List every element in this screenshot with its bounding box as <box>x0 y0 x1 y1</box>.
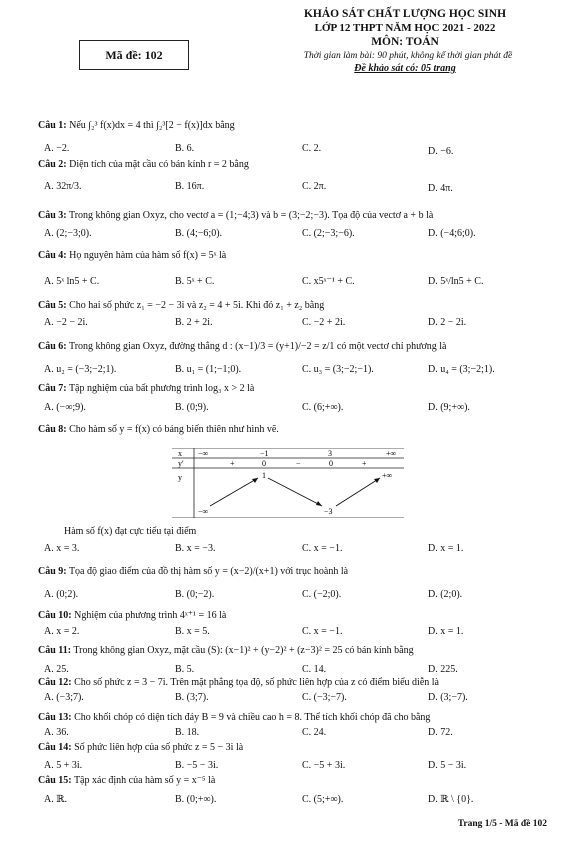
q3-option-b: B. (4;−6;0). <box>175 228 223 239</box>
question-15 <box>38 775 215 787</box>
q8-option-b: B. x = −3. <box>175 543 216 554</box>
q11-option-c: C. 14. <box>302 664 327 675</box>
q13-option-d: D. 72. <box>428 727 453 738</box>
q7-option-c: C. (6;+∞). <box>302 402 344 413</box>
q-text: Trong không gian Oxyz, cho vectơ a = (1;−4;3) và b = (3;−2;−3). Tọa độ của vectơ a + b là <box>68 210 434 221</box>
q-label: Câu 13: <box>38 712 72 723</box>
q-label: Câu 10: <box>38 610 72 621</box>
q12-option-a: A. (−3;7). <box>44 692 84 703</box>
q-text: Trong không gian Oxyz, mặt cầu (S): (x−1)² + (y−2)² + (z−3)² = 25 có bán kính bằng <box>73 645 414 656</box>
arrow-head <box>374 478 380 483</box>
arrow-down <box>268 478 322 506</box>
q3-option-a: A. (2;−3;0). <box>44 228 92 239</box>
q-text: Số phức liên hợp của số phức z = 5 − 3i là <box>74 742 244 753</box>
q9-option-b: B. (0;−2). <box>175 589 215 600</box>
vt-y-label: y <box>178 473 182 482</box>
q1-option-c: C. 2. <box>302 143 322 154</box>
q-label: Câu 7: <box>38 383 67 394</box>
q3-option-d: D. (−4;6;0). <box>428 228 476 239</box>
vt-y-bot-1: −∞ <box>198 507 209 516</box>
q13-option-b: B. 18. <box>175 727 200 738</box>
vt-yp-label: y′ <box>178 459 184 468</box>
q2-option-c: C. 2π. <box>302 181 327 192</box>
q13-option-a: A. 36. <box>44 727 69 738</box>
question-1 <box>38 120 235 132</box>
q15-option-a: A. ℝ. <box>44 794 68 805</box>
title-line-1: KHẢO SÁT CHẤT LƯỢNG HỌC SINH <box>303 8 507 20</box>
vt-y-top-2: +∞ <box>382 471 393 480</box>
q-label: Câu 15: <box>38 775 72 786</box>
question-7 <box>38 383 254 395</box>
q9-option-a: A. (0;2). <box>44 589 79 600</box>
q-text: Diện tích của mặt cầu có bán kính r = 2 bằng <box>69 159 249 170</box>
q-text: Tập xác định của hàm số y = x⁻⁵ là <box>73 775 216 786</box>
q8-option-d: D. x = 1. <box>428 543 464 554</box>
question-5 <box>38 300 324 312</box>
q12-option-c: C. (−3;−7). <box>302 692 347 703</box>
q10-option-c: C. x = −1. <box>302 626 343 637</box>
q-text: Tọa độ giao điểm của đồ thị hàm số y = (x−2)/(x+1) với trục hoành là <box>68 566 349 577</box>
q1-option-b: B. 6. <box>175 143 195 154</box>
vt-sign-2: − <box>296 459 301 468</box>
q14-option-b: B. −5 − 3i. <box>175 760 219 771</box>
q5-option-d: D. 2 − 2i. <box>428 317 467 328</box>
q-label: Câu 3: <box>38 210 67 221</box>
vt-y-bot-2: −3 <box>324 507 333 516</box>
q14-option-a: A. 5 + 3i. <box>44 760 83 771</box>
question-4 <box>38 250 226 262</box>
q-label: Câu 14: <box>38 742 72 753</box>
q12-option-b: B. (3;7). <box>175 692 209 703</box>
q9-option-c: C. (−2;0). <box>302 589 342 600</box>
q-text: Cho hai số phức z₁ = −2 − 3i và z₂ = 4 + 5i. Khi đó z₁ + z₂ bằng <box>69 300 325 311</box>
q11-option-b: B. 5. <box>175 664 195 675</box>
q7-option-d: D. (9;+∞). <box>428 402 470 413</box>
vt-y-top-1: 1 <box>262 471 266 480</box>
question-12 <box>38 677 439 689</box>
q10-option-d: D. x = 1. <box>428 626 464 637</box>
question-11 <box>38 645 414 657</box>
vt-x2: −1 <box>260 449 269 458</box>
q-text: Tập nghiệm của bất phương trình log₃ x > 2 là <box>68 383 255 394</box>
q-text: Cho hàm số y = f(x) có bảng biến thiên như hình vẽ. <box>69 424 279 435</box>
q3-option-c: C. (2;−3;−6). <box>302 228 355 239</box>
question-13 <box>38 712 430 724</box>
q-label: Câu 4: <box>38 250 67 261</box>
question-2 <box>38 159 249 171</box>
vt-x3: 3 <box>328 449 332 458</box>
vt-zero-2: 0 <box>329 459 333 468</box>
q15-option-b: B. (0;+∞). <box>175 794 217 805</box>
page-footer: Trang 1/5 - Mã đề 102 <box>457 819 547 829</box>
arrow-up-1 <box>210 478 258 506</box>
q5-option-a: A. −2 − 2i. <box>44 317 88 328</box>
q8-subtext: Hàm số f(x) đạt cực tiểu tại điểm <box>64 526 197 537</box>
title-line-2: LỚP 12 THPT NĂM HỌC 2021 - 2022 <box>314 22 496 34</box>
q6-option-d: D. u₄ = (3;−2;1). <box>428 364 495 375</box>
q4-option-d: D. 5ˣ/ln5 + C. <box>428 276 484 287</box>
question-10 <box>38 610 226 622</box>
arrow-up-2 <box>336 478 380 506</box>
q6-option-b: B. u₁ = (1;−1;0). <box>175 364 242 375</box>
question-14 <box>38 742 243 754</box>
question-9 <box>38 566 348 578</box>
q5-option-b: B. 2 + 2i. <box>175 317 213 328</box>
q-label: Câu 9: <box>38 566 67 577</box>
q-label: Câu 12: <box>38 677 72 688</box>
q6-option-c: C. u₃ = (3;−2;−1). <box>302 364 374 375</box>
q10-option-a: A. x = 2. <box>44 626 80 637</box>
q-text: Nếu ∫₂³ f(x)dx = 4 thì ∫₂³[2 − f(x)]dx bằng <box>69 120 235 131</box>
question-6 <box>38 341 447 353</box>
variation-table <box>172 448 404 518</box>
q-text: Cho khối chóp có diện tích đáy B = 9 và chiều cao h = 8. Thể tích khối chóp đã cho bằng <box>74 712 431 723</box>
q9-option-d: D. (2;0). <box>428 589 463 600</box>
vt-x-label: x <box>178 449 182 458</box>
q2-option-a: A. 32π/3. <box>44 181 82 192</box>
q1-option-d: D. −6. <box>428 146 454 157</box>
q11-option-a: A. 25. <box>44 664 69 675</box>
page-count-note: Đề khảo sát có: 05 trang <box>354 63 456 74</box>
q2-option-d: D. 4π. <box>428 183 453 194</box>
q-text: Họ nguyên hàm của hàm số f(x) = 5ˣ là <box>69 250 227 261</box>
q5-option-c: C. −2 + 2i. <box>302 317 346 328</box>
vt-x1: −∞ <box>198 449 209 458</box>
subject-title: MÔN: TOÁN <box>371 36 439 48</box>
q7-option-b: B. (0;9). <box>175 402 209 413</box>
q11-option-d: D. 225. <box>428 664 458 675</box>
vt-sign-1: + <box>230 459 235 468</box>
q-label: Câu 1: <box>38 120 67 131</box>
q2-option-b: B. 16π. <box>175 181 205 192</box>
q14-option-c: C. −5 + 3i. <box>302 760 346 771</box>
q4-option-c: C. x5ˣ⁻¹ + C. <box>302 276 355 287</box>
q12-option-d: D. (3;−7). <box>428 692 468 703</box>
q-label: Câu 8: <box>38 424 67 435</box>
q-label: Câu 2: <box>38 159 67 170</box>
q-label: Câu 5: <box>38 300 67 311</box>
q15-option-d: D. ℝ \ {0}. <box>428 794 474 805</box>
vt-zero-1: 0 <box>262 459 266 468</box>
question-8 <box>38 424 279 436</box>
vt-sign-3: + <box>362 459 367 468</box>
exam-code-box <box>79 40 189 70</box>
q6-option-a: A. u₂ = (−3;−2;1). <box>44 364 117 375</box>
arrow-head <box>316 501 322 506</box>
q-text: Cho số phức z = 3 − 7i. Trên mặt phẳng tọa độ, số phức liên hợp của z có điểm biểu diễn là <box>74 677 439 688</box>
q10-option-b: B. x = 5. <box>175 626 210 637</box>
exam-code: Mã đề: 102 <box>105 47 163 62</box>
q15-option-c: C. (5;+∞). <box>302 794 344 805</box>
q13-option-c: C. 24. <box>302 727 327 738</box>
q-label: Câu 11: <box>38 645 72 656</box>
q-text: Nghiệm của phương trình 4ˣ⁺¹ = 16 là <box>74 610 227 621</box>
q-text: Trong không gian Oxyz, đường thẳng d : (x−1)/3 = (y+1)/−2 = z/1 có một vectơ chỉ phương là <box>68 341 447 352</box>
q1-option-a: A. −2. <box>44 143 70 154</box>
q8-option-c: C. x = −1. <box>302 543 343 554</box>
question-3 <box>38 210 433 222</box>
time-note: Thời gian làm bài: 90 phút, không kể thời gian phát đề <box>303 51 513 61</box>
q14-option-d: D. 5 − 3i. <box>428 760 467 771</box>
q4-option-a: A. 5ˣ ln5 + C. <box>44 276 100 287</box>
vt-x4: +∞ <box>386 449 397 458</box>
q7-option-a: A. (−∞;9). <box>44 402 86 413</box>
q4-option-b: B. 5ˣ + C. <box>175 276 215 287</box>
q8-option-a: A. x = 3. <box>44 543 80 554</box>
q-label: Câu 6: <box>38 341 67 352</box>
